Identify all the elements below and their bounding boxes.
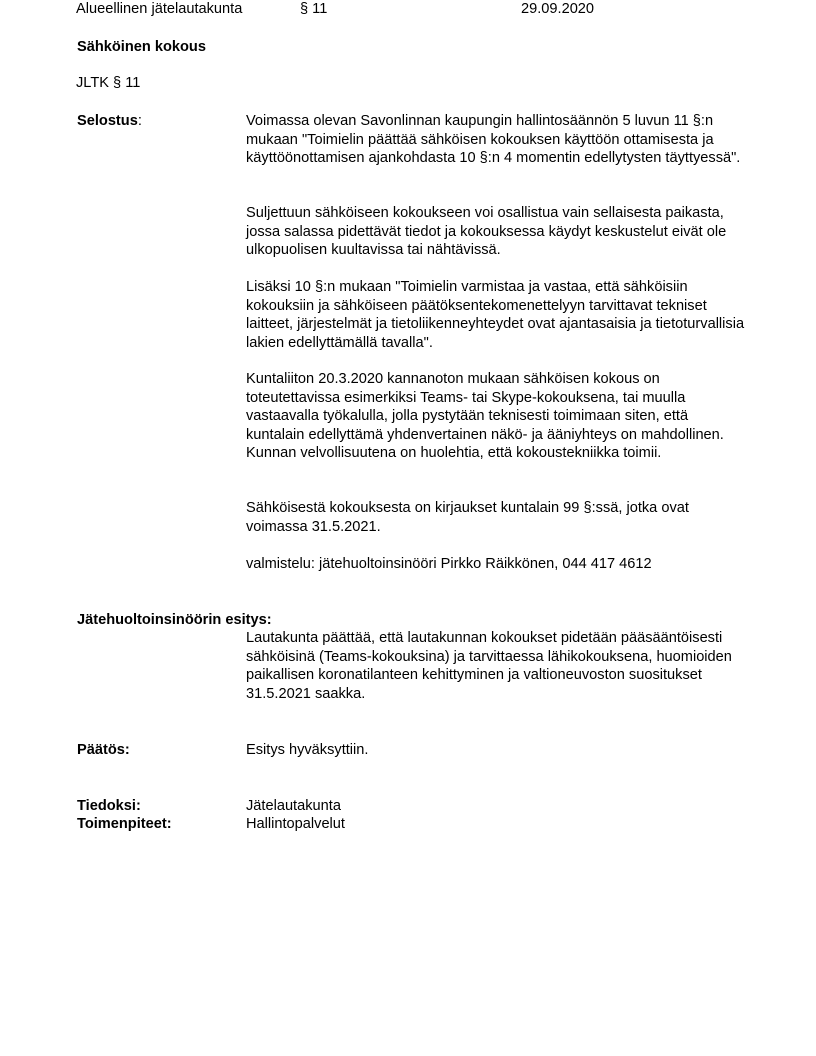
paragraph-text: Sähköisestä kokouksesta on kirjaukset kuntalain 99 §:ssä, jotka ovat voimassa 31.5.2021. bbox=[246, 500, 689, 535]
esitys-label: Jätehuoltoinsinöörin esitys: bbox=[77, 612, 272, 628]
paragraph-text: Lautakunta päättää, että lautakunnan kokoukset pidetään pääsääntöisesti sähköisinä (Teams-kokouksina) ja tarvittaessa lähikokouksena, huomioiden paikallisen koronatilanteen kehittyminen ja valtioneuvoston suositukset 31.5.2021 saakka. bbox=[246, 630, 732, 702]
toimenpiteet-label: Toimenpiteet: bbox=[77, 816, 172, 832]
selostus-label-wrap bbox=[77, 112, 142, 131]
header-date: 29.09.2020 bbox=[521, 1, 595, 17]
selostus-valmistelu bbox=[246, 555, 746, 574]
selostus-paragraph-5 bbox=[246, 499, 746, 536]
header-organization: Alueellinen jätelautakunta bbox=[76, 1, 243, 17]
toimenpiteet-text: Hallintopalvelut bbox=[246, 816, 345, 832]
esitys-text bbox=[246, 629, 746, 703]
selostus-paragraph-3 bbox=[246, 278, 746, 352]
paragraph-text: Kuntaliiton 20.3.2020 kannanoton mukaan sähköisen kokous on toteutettavissa esimerkiksi Teams- tai Skype-kokouksena, tai muulla vastaavalla työkalulla, jolla pystytään teknisesti toimimaan siten, että kuntalain edellyttämä yhdenvertainen näkö- ja ääniyhteys on mahdollinen. Kunnan velvollisuutena on huolehtia, että kokoustekniikka toimii. bbox=[246, 371, 724, 461]
selostus-label: Selostus bbox=[77, 113, 138, 129]
selostus-paragraph-4 bbox=[246, 370, 746, 463]
page-title: Sähköinen kokous bbox=[77, 39, 206, 55]
paatos-text: Esitys hyväksyttiin. bbox=[246, 742, 369, 758]
paatos-label: Päätös: bbox=[77, 742, 130, 758]
paragraph-text: valmistelu: jätehuoltoinsinööri Pirkko Räikkönen, 044 417 4612 bbox=[246, 556, 652, 572]
tiedoksi-text: Jätelautakunta bbox=[246, 798, 341, 814]
paragraph-text: Suljettuun sähköiseen kokoukseen voi osallistua vain sellaisesta paikasta, jossa salassa pidettävät tiedot ja kokouksessa käydyt keskustelut eivät ole ulkopuolisen kuultavissa tai nähtävissä. bbox=[246, 205, 727, 258]
header-section: § 11 bbox=[300, 1, 328, 17]
selostus-paragraph-1 bbox=[246, 112, 746, 168]
paragraph-text: Lisäksi 10 §:n mukaan "Toimielin varmistaa ja vastaa, että sähköisiin kokouksiin ja sähköiseen päätöksentekomenettelyyn tarvittavat tekniset laitteet, järjestelmät ja tietoliikenneyhteydet ovat ajantasaisia ja tietoturvallisia lakien edellyttämällä tavalla". bbox=[246, 279, 745, 351]
section-reference: JLTK § 11 bbox=[76, 75, 141, 91]
paragraph-text: Voimassa olevan Savonlinnan kaupungin hallintosäännön 5 luvun 11 §:n mukaan "Toimielin päättää sähköisen kokouksen käyttöön ottamisesta ja käyttöönottamisen ajankohdasta 10 §:n 4 momentin edellytysten täyttyessä". bbox=[246, 113, 741, 166]
selostus-colon: : bbox=[137, 113, 142, 129]
selostus-paragraph-2 bbox=[246, 204, 746, 260]
tiedoksi-label: Tiedoksi: bbox=[77, 798, 141, 814]
